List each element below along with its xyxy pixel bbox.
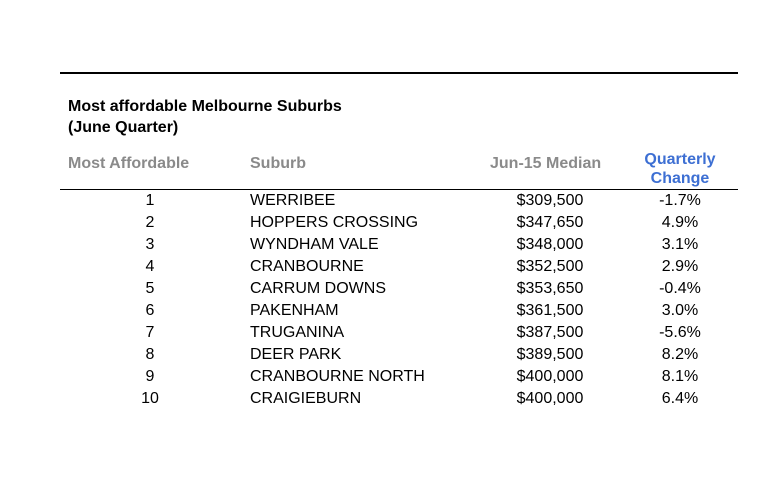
suburb-cell: CRANBOURNE NORTH [250,368,425,385]
suburb-cell: WYNDHAM VALE [250,236,379,253]
change-cell: 6.4% [661,390,699,407]
title-line-1: Most affordable Melbourne Suburbs [68,98,342,115]
rank-cell: 10 [141,390,159,407]
table-body [0,190,780,410]
suburb-cell: CRANBOURNE [250,258,364,275]
median-cell: $309,500 [516,192,584,209]
table-row [0,388,780,410]
suburb-cell: PAKENHAM [250,302,339,319]
suburb-cell: CARRUM DOWNS [250,280,386,297]
header-change-line-2: Change [650,170,710,187]
median-cell: $353,650 [516,280,584,297]
rank-cell: 5 [145,280,155,297]
change-cell: 3.1% [661,236,699,253]
rank-cell: 6 [145,302,155,319]
table-row [0,366,780,388]
header-jun15-median: Jun-15 Median [490,155,602,172]
table-row [0,344,780,366]
change-cell: -1.7% [659,192,701,209]
median-cell: $352,500 [516,258,584,275]
change-cell: -0.4% [659,280,701,297]
table-row [0,212,780,234]
change-cell: -5.6% [659,324,701,341]
header-change-line-1: Quarterly [644,151,716,168]
rank-cell: 2 [145,214,155,231]
header-suburb: Suburb [250,155,306,172]
rank-cell: 3 [145,236,155,253]
table-row [0,300,780,322]
median-cell: $361,500 [516,302,584,319]
table-row [0,278,780,300]
median-cell: $400,000 [516,390,584,407]
top-divider [60,72,738,74]
table-row [0,256,780,278]
suburb-cell: HOPPERS CROSSING [250,214,419,231]
rank-cell: 8 [145,346,155,363]
change-cell: 8.1% [661,368,699,385]
change-cell: 8.2% [661,346,699,363]
median-cell: $347,650 [516,214,584,231]
rank-cell: 1 [145,192,155,209]
median-cell: $348,000 [516,236,584,253]
header-most-affordable: Most Affordable [68,155,190,172]
median-cell: $387,500 [516,324,584,341]
rank-cell: 4 [145,258,155,275]
table-title [68,96,342,138]
suburb-cell: DEER PARK [250,346,342,363]
change-cell: 4.9% [661,214,699,231]
table-row [0,234,780,256]
table-row [0,190,780,212]
median-cell: $400,000 [516,368,584,385]
suburb-cell: WERRIBEE [250,192,336,209]
table-row [0,322,780,344]
suburb-cell: TRUGANINA [250,324,345,341]
change-cell: 2.9% [661,258,699,275]
rank-cell: 9 [145,368,155,385]
suburb-cell: CRAIGIEBURN [250,390,362,407]
rank-cell: 7 [145,324,155,341]
median-cell: $389,500 [516,346,584,363]
change-cell: 3.0% [661,302,699,319]
header-quarterly-change [632,150,728,188]
title-line-2: (June Quarter) [68,119,179,136]
